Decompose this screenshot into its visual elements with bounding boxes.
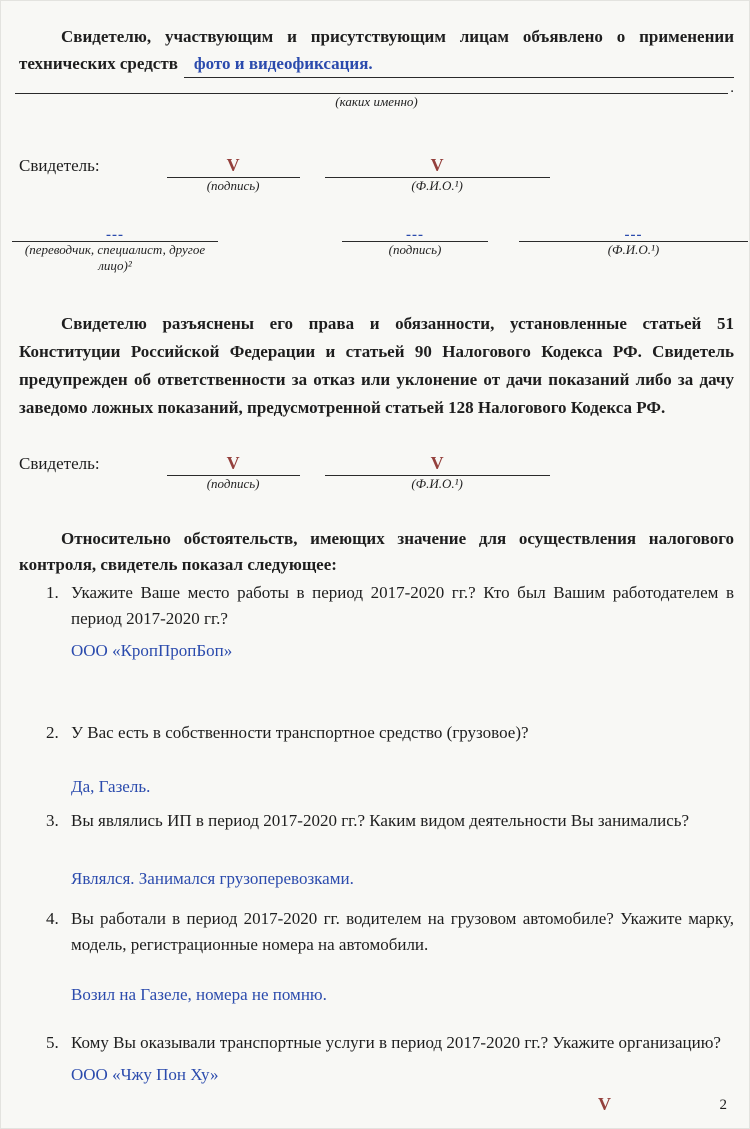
question-number: 1. xyxy=(46,583,59,602)
other-person-column xyxy=(12,226,218,274)
question-item-1 xyxy=(19,580,734,664)
answer-text: Да, Газель. xyxy=(71,777,151,796)
signature-mark: V xyxy=(226,155,240,175)
question-item-5 xyxy=(19,1030,734,1088)
other-signature-line xyxy=(342,226,488,242)
tech-means-prefix: технических средств xyxy=(19,54,178,73)
page-number: 2 xyxy=(719,1097,727,1113)
question-body xyxy=(71,720,734,800)
signature-caption: (подпись) xyxy=(206,476,260,491)
signature-line xyxy=(167,452,300,476)
witness-signature-block-2 xyxy=(19,452,734,492)
other-person-line xyxy=(12,226,218,242)
question-number: 4. xyxy=(46,909,59,928)
other-persons-block xyxy=(12,226,748,274)
other-fullname-dashes: --- xyxy=(624,227,643,243)
signature-mark: V xyxy=(226,453,240,473)
testimony-intro-paragraph: Относительно обстоятельств, имеющих значение для осуществления налогового контроля, свидетель показал следующее: xyxy=(19,529,734,574)
question-item-4 xyxy=(19,906,734,1008)
question-text: Укажите Ваше место работы в период 2017-2020 гг.? Кто был Вашим работодателем в период 2017-2020 гг.? xyxy=(71,583,734,628)
blank-underline xyxy=(15,82,728,94)
question-text: Кому Вы оказывали транспортные услуги в период 2017-2020 гг.? Укажите организацию? xyxy=(71,1033,721,1052)
other-signature-caption: (подпись) xyxy=(388,242,442,257)
question-body xyxy=(71,1030,734,1088)
question-text: Вы являлись ИП в период 2017-2020 гг.? Каким видом деятельности Вы занимались? xyxy=(71,811,690,830)
other-fullname-caption: (Ф.И.О.¹) xyxy=(607,242,660,257)
answer-text: Возил на Газеле, номера не помню. xyxy=(71,985,327,1004)
trailing-period: . xyxy=(730,80,734,96)
fullname-line xyxy=(325,452,550,476)
footer-signature-mark: V xyxy=(598,1094,611,1114)
question-body xyxy=(71,580,734,664)
witness-label: Свидетель: xyxy=(19,454,100,473)
fullname-column xyxy=(325,452,550,492)
witness-label: Свидетель: xyxy=(19,156,100,175)
other-fullname-line xyxy=(519,226,748,242)
other-person-caption: (переводчик, специалист, другое лицо)² xyxy=(24,242,206,273)
tech-means-value: фото и видеофиксация. xyxy=(193,54,373,73)
empty-blank-line xyxy=(15,82,734,94)
signature-column xyxy=(167,154,300,194)
other-person-dashes: --- xyxy=(106,227,124,243)
fullname-mark: V xyxy=(430,155,444,175)
question-number: 5. xyxy=(46,1033,59,1052)
question-text: У Вас есть в собственности транспортное средство (грузовое)? xyxy=(71,723,529,742)
question-body xyxy=(71,906,734,1008)
other-fullname-column xyxy=(519,226,748,258)
signature-caption: (подпись) xyxy=(206,178,260,193)
answer-text: ООО «Чжу Пон Ху» xyxy=(71,1065,219,1084)
witness-signature-block-1 xyxy=(19,154,734,194)
blank-line-caption: (каких именно) xyxy=(335,94,418,109)
question-text: Вы работали в период 2017-2020 гг. водителем на грузовом автомобиле? Укажите марку, модель, регистрационные номера на автомобили. xyxy=(71,909,734,954)
rights-paragraph: Свидетелю разъяснены его права и обязанности, установленные статьей 51 Конституции Российской Федерации и статьей 90 Налогового Кодекса РФ. Свидетель предупрежден об ответственности за отказ или уклонение от дачи показаний либо за дачу заведомо ложных показаний, предусмотренной статьей 128 Налогового Кодекса РФ. xyxy=(19,314,734,417)
fullname-line xyxy=(325,154,550,178)
other-signature-dashes: --- xyxy=(406,227,424,243)
signature-line xyxy=(167,154,300,178)
question-number: 3. xyxy=(46,811,59,830)
question-item-3 xyxy=(19,808,734,892)
tech-means-line2 xyxy=(19,50,734,78)
other-signature-column xyxy=(342,226,488,258)
fullname-mark: V xyxy=(430,453,444,473)
tech-means-line1: Свидетелю, участвующим и присутствующим лицам объявлено о применении xyxy=(61,27,734,46)
answer-text: Являлся. Занимался грузоперевозками. xyxy=(71,869,354,888)
question-number: 2. xyxy=(46,723,59,742)
question-item-2 xyxy=(19,720,734,800)
answer-text: ООО «КропПропБоп» xyxy=(71,641,233,660)
fullname-caption: (Ф.И.О.¹) xyxy=(411,476,463,491)
question-body xyxy=(71,808,734,892)
signature-column xyxy=(167,452,300,492)
fullname-caption: (Ф.И.О.¹) xyxy=(411,178,463,193)
fullname-column xyxy=(325,154,550,194)
tech-means-filled-blank xyxy=(184,50,734,78)
